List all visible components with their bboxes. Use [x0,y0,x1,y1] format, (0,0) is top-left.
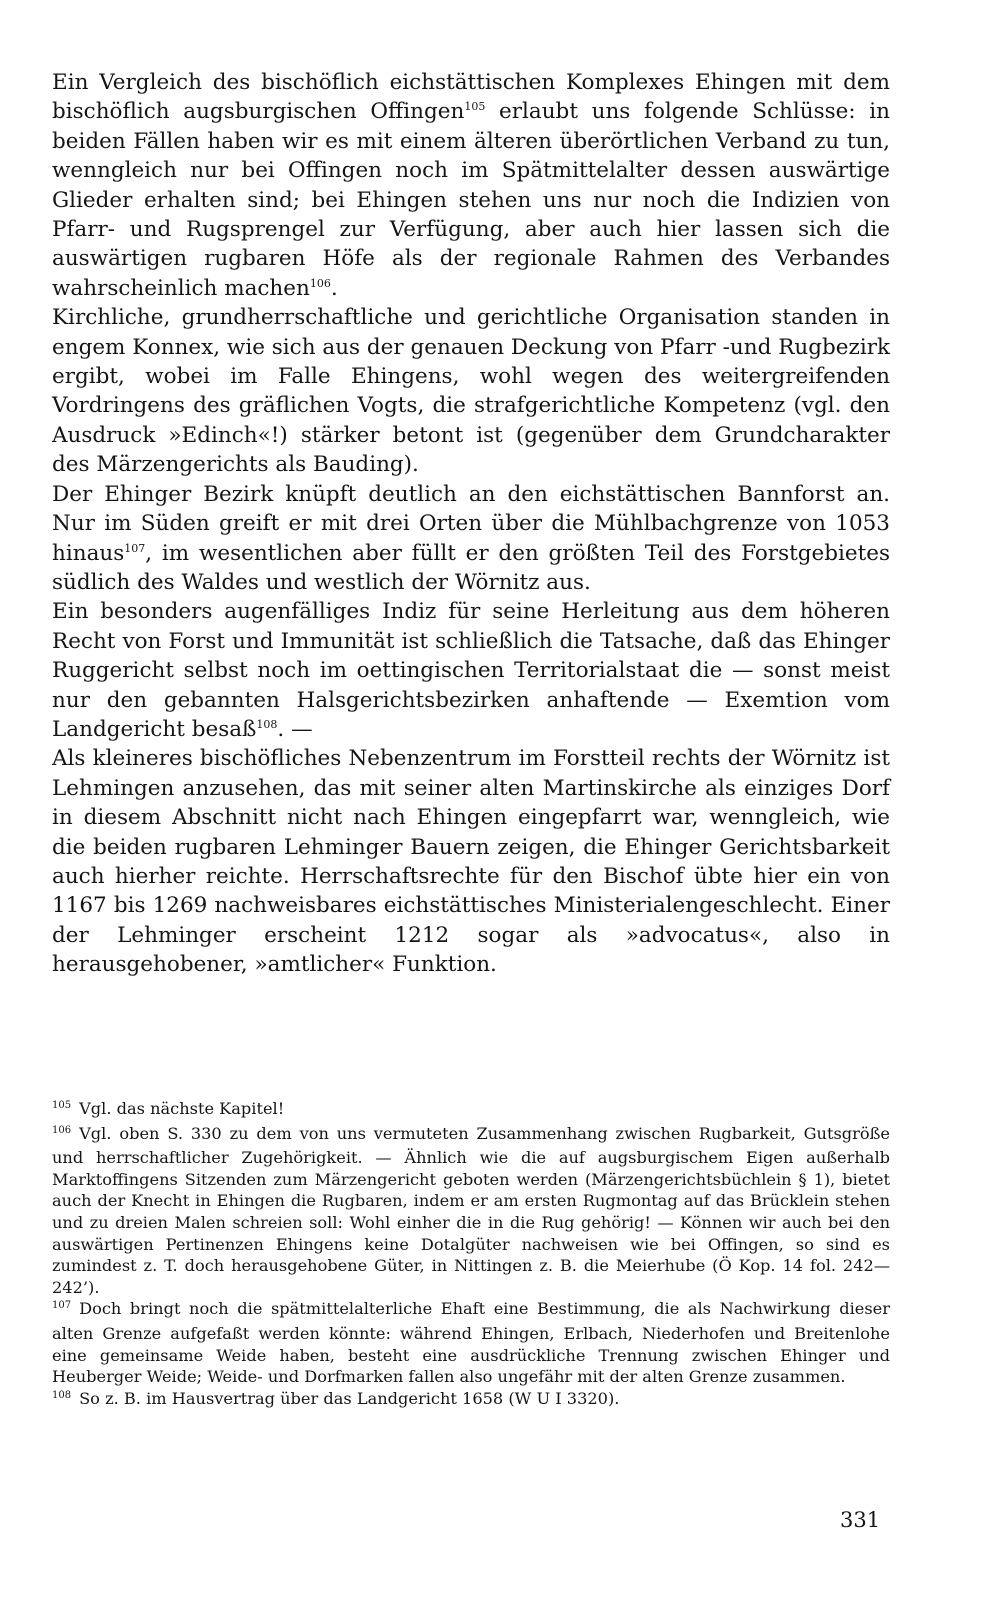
footnote-number: 106 [52,1124,72,1136]
footnote [52,1388,890,1413]
page-number: 331 [840,1508,881,1532]
footnote-text: Vgl. oben S. 330 zu dem von uns vermuteten Zusammenhang zwischen Rugbarkeit, Gutsgröße und herrschaftlicher Zugehörigkeit. — Ähnlich wie die auf augsburgischem Eigen außerhalb Marktoffingens Sitzenden zum Märzengericht geboten werden (Märzengerichtsbüchlein § 1), bietet auch der Knecht in Ehingen die Rugbaren, indem er am ersten Rugmontag auf das Brücklein stehen und zu dreien Malen schreien soll: Wohl einher die in die Rug gehörig! — Können wir auch bei den auswärtigen Pertinenzen Ehingens keine Dotalgüter nachweisen wie bei Offingen, so sind es zumindest z. T. doch herausgehobene Güter, in Nittingen z. B. die Meierhube (Ö Kop. 14 fol. 242—242’). [52,1123,890,1297]
footnote-number: 108 [52,1389,72,1401]
paragraph-text: Der Ehinger Bezirk knüpft deutlich an den eichstättischen Bannforst an. Nur im Süden greift er mit drei Orten über die Mühlbachgrenze von 1053 hinaus [52,481,890,566]
footnote-marker: 105 [464,100,486,114]
footnote-text: So z. B. im Hausvertrag über das Landgericht 1658 (W U I 3320). [79,1388,620,1408]
paragraph [52,744,890,979]
paragraph-text: . [330,275,338,301]
paragraph [52,68,890,303]
paragraph-text: . — [277,716,313,742]
paragraph-text: erlaubt uns folgende Schlüsse: in beiden Fällen haben wir es mit einem älteren überörtlichen Verband zu tun, wenngleich nur bei Offingen noch im Spätmittelalter dessen auswärtige Glieder erhalten sind; bei Ehingen stehen uns nur noch die Indizien von Pfarr- und Rugsprengel zur Verfügung, aber auch hier lassen sich die auswärtigen rugbaren Höfe als der regionale Rahmen des Verbandes wahrscheinlich machen [52,99,890,301]
footnote [52,1098,890,1123]
paragraph-text: Als kleineres bischöfliches Nebenzentrum im Forstteil rechts der Wörnitz ist Lehmingen anzusehen, das mit seiner alten Martinskirche als einziges Dorf in diesem Abschnitt nicht nach Ehingen eingepfarrt war, wenngleich, wie die beiden rugbaren Lehminger Bauern zeigen, die Ehinger Gerichtsbarkeit auch hierher reichte. Herrschaftsrechte für den Bischof übte hier ein von 1167 bis 1269 nachweisbares eichstättisches Ministerialengeschlecht. Einer der Lehminger erscheint 1212 sogar als »advocatus«, also in herausgehobener, »amtlicher« Funktion. [52,746,890,978]
page-body [52,68,890,980]
footnote-text: Vgl. das nächste Kapitel! [79,1099,285,1118]
paragraph [52,480,890,598]
paragraph [52,303,890,479]
body-text [52,68,890,980]
paragraph-text: Ein besonders augenfälliges Indiz für seine Herleitung aus dem höheren Recht von Forst und Immunität ist schließlich die Tatsache, daß das Ehinger Ruggericht selbst noch im oettingischen Territorialstaat die — sonst meist nur den gebannten Halsgerichtsbezirken anhaftende — Exemtion vom Landgericht besaß [52,599,890,742]
footnote-number: 105 [52,1100,72,1111]
footnote-marker: 107 [124,541,146,555]
footnote-number: 107 [52,1300,72,1312]
paragraph-text: , im wesentlichen aber füllt er den größten Teil des Forstgebietes südlich des Waldes und westlich der Wörnitz aus. [52,540,890,595]
footnote-text: Doch bringt noch die spätmittelalterliche Ehaft eine Bestimmung, die als Nachwirkung dieser alten Grenze aufgefaßt werden könnte: während Ehingen, Erlbach, Niederhofen und Breitenlohe eine gemeinsame Weide haben, besteht eine ausdrückliche Trennung zwischen Ehinger und Heuberger Weide; Weide- und Dorfmarken fallen also ungefähr mit der alten Grenze zusammen. [52,1299,890,1387]
paragraph-text: Ein Vergleich des bischöflich eichstättischen Komplexes Ehingen mit dem bischöflich augsburgischen Offingen [52,70,890,125]
footnote [52,1298,890,1387]
paragraph [52,597,890,744]
footnotes [52,1098,890,1412]
footnote-marker: 106 [309,276,331,290]
paragraph-text: Kirchliche, grundherrschaftliche und gerichtliche Organisation standen in engem Konnex, wie sich aus der genauen Deckung von Pfarr -und Rugbezirk ergibt, wobei im Falle Ehingens, wohl wegen des weitergreifenden Vordringens des gräflichen Vogts, die strafgerichtliche Kompetenz (vgl. den Ausdruck »Edinch«!) stärker betont ist (gegenüber dem Grundcharakter des Märzengerichts als Bauding). [52,305,890,478]
footnote-marker: 108 [256,717,278,731]
footnote [52,1123,890,1299]
